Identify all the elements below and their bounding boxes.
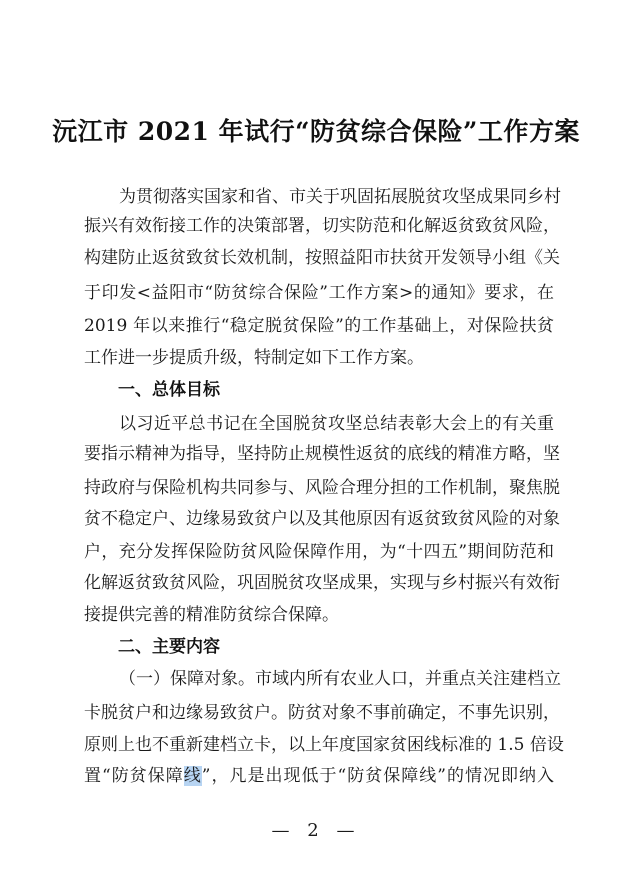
section2-line: 原则上也不重新建档立卡，以上年度国家贫困线标准的 1.5 倍设 bbox=[84, 735, 564, 755]
section-heading-2: 二、主要内容 bbox=[118, 637, 220, 657]
section1-line: 以习近平总书记在全国脱贫攻坚总结表彰大会上的有关重 bbox=[119, 414, 554, 434]
section1-line: 贫不稳定户、边缘易致贫户以及其他原因有返贫致贫风险的对象 bbox=[84, 509, 560, 529]
section2-line-last bbox=[84, 763, 554, 789]
page-number: — 2 — bbox=[271, 820, 361, 841]
section1-line: 化解返贫致贫风险，巩固脱贫攻坚成果，实现与乡村振兴有效衔 bbox=[84, 573, 560, 593]
section1-line: 要指示精神为指导，坚持防止规模性返贫的底线的精准方略，坚 bbox=[84, 444, 560, 464]
selected-text-highlight[interactable]: 线 bbox=[183, 766, 202, 786]
intro-line: 振兴有效衔接工作的决策部署，切实防范和化解返贫致贫风险， bbox=[84, 216, 560, 236]
section1-line: 接提供完善的精准防贫综合保障。 bbox=[84, 605, 339, 625]
document-title: 沅江市 2021 年试行“防贫综合保险”工作方案 bbox=[52, 117, 580, 146]
section1-line: 户，充分发挥保险防贫风险保障作用，为“十四五”期间防范和 bbox=[84, 542, 554, 562]
intro-line: 工作进一步提质升级，特制定如下工作方案。 bbox=[84, 348, 424, 368]
section-heading-1: 一、总体目标 bbox=[118, 380, 220, 400]
intro-line: 构建防止返贫致贫长效机制，按照益阳市扶贫开发领导小组《关 bbox=[84, 248, 560, 268]
intro-line: 于印发<益阳市“防贫综合保险”工作方案>的通知》要求，在 bbox=[84, 283, 554, 303]
section1-line: 持政府与保险机构共同参与、风险合理分担的工作机制，聚焦脱 bbox=[84, 478, 560, 498]
section2-line: （一）保障对象。市域内所有农业人口，并重点关注建档立 bbox=[119, 669, 561, 689]
text-segment: ”，凡是出现低于“防贫保障线”的情况即纳入 bbox=[201, 766, 554, 786]
intro-line: 为贯彻落实国家和省、市关于巩固拓展脱贫攻坚成果同乡村 bbox=[119, 187, 561, 207]
section2-line: 卡脱贫户和边缘易致贫户。防贫对象不事前确定，不事先识别， bbox=[84, 703, 560, 723]
text-segment: 置“防贫保障 bbox=[84, 766, 184, 786]
intro-line: 2019 年以来推行“稳定脱贫保险”的工作基础上，对保险扶贫 bbox=[84, 316, 554, 336]
